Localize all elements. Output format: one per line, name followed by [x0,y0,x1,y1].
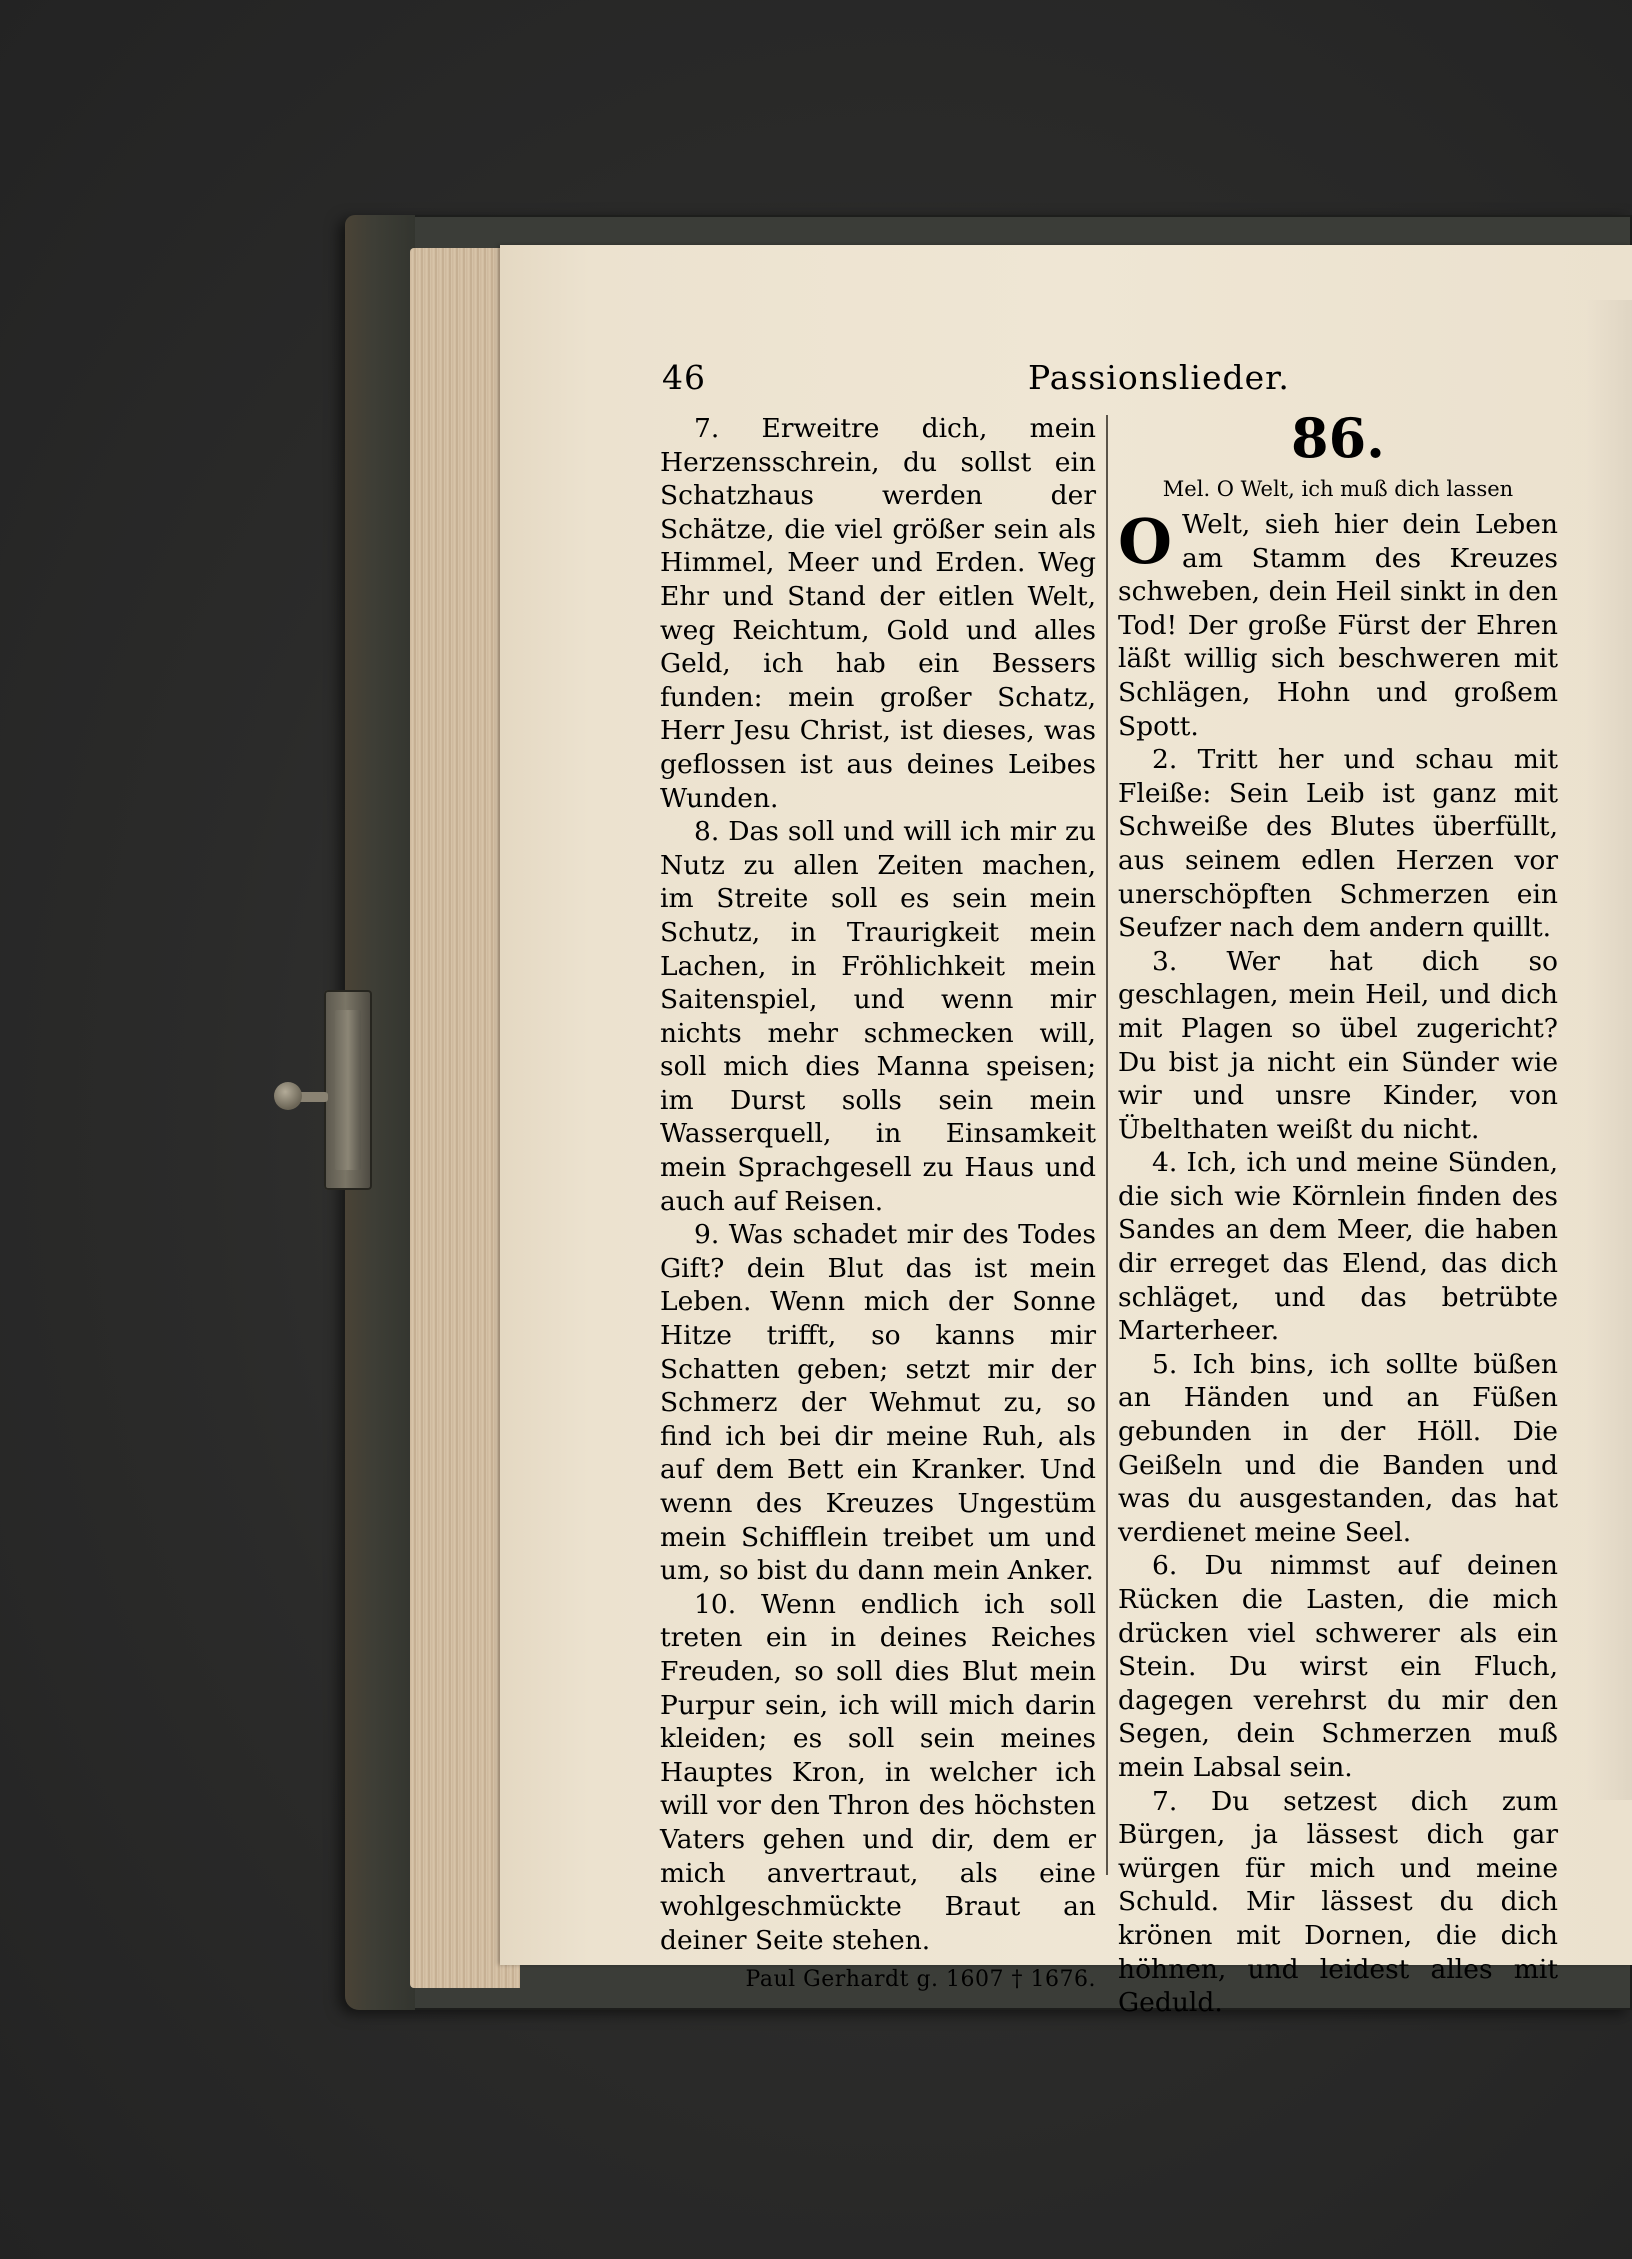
verse [660,1218,1096,1588]
verse [1118,1785,1558,2020]
verse-text: Welt, sieh hier dein Leben am Stamm des Kreuzes schweben, dein Heil sinkt in den Tod! Der große Fürst der Ehren läßt willig sich beschweren mit Schlägen, Hohn und großem Spott. [1118,509,1558,742]
verse [1118,743,1558,945]
verse [1118,1146,1558,1348]
verse-text: 3. Wer hat dich so geschlagen, mein Heil, und dich mit Plagen so übel zugericht? Du bist ja nicht ein Sünder wie wir und unsre Kinder, von Übelthaten weißt du nicht. [1118,945,1558,1145]
page-shadow [1586,300,1632,1800]
verse [1118,1348,1558,1550]
verse [1118,945,1558,1147]
right-column [1118,406,1558,2020]
verse-text: 6. Du nimmst auf deinen Rücken die Lasten, die mich drücken viel schwerer als ein Stein. Du wirst ein Fluch, dagegen verehrst du mir den Segen, dein Schmerzen muß mein Labsal sein. [1118,1550,1558,1783]
verse [1118,505,1558,743]
page-number: 46 [662,358,706,397]
clasp-plate [335,1010,361,1170]
left-column [660,412,1096,1997]
verse-text: 5. Ich bins, ich sollte büßen an Händen und an Füßen gebunden in der Höll. Die Geißeln und die Banden und was du ausgestanden, das hat verdienet meine Seel. [1118,1348,1558,1548]
verse [660,412,1096,815]
column-divider [1106,415,1108,1875]
verse [660,815,1096,1218]
verse-text: 7. Erweitre dich, mein Herzensschrein, du sollst ein Schatzhaus werden der Schätze, die viel größer sein als Himmel, Meer und Erden. Weg Ehr und Stand der eitlen Welt, weg Reichtum, Gold und alles Geld, ich hab ein Bessers funden: mein großer Schatz, Herr Jesu Christ, ist dieses, was geflossen ist aus deines Leibes Wunden. [660,413,1096,814]
verse-text: 4. Ich, ich und meine Sünden, die sich wie Körnlein finden des Sandes an dem Meer, die haben dir erreget das Elend, das dich schläget, und das betrübte Marterheer. [1118,1147,1558,1347]
verse-text: 2. Tritt her und schau mit Fleiße: Sein Leib ist ganz mit Schweiße des Blutes überfüllt, aus seinem edlen Herzen vor unerschöpften Schmerzen ein Seufzer nach dem andern quillt. [1118,744,1558,944]
verse-text: 7. Du setzest dich zum Bürgen, ja lässest dich gar würgen für mich und meine Schuld. Mir lässest du dich krönen mit Dornen, die dich höhnen, und leidest alles mit Geduld. [1118,1785,1558,2019]
author-signature: Paul Gerhardt g. 1607 † 1676. [745,1967,1096,1993]
verse [660,1588,1096,1958]
hymn-number: 86. [1291,406,1385,470]
verse-text: 9. Was schadet mir des Todes Gift? dein Blut das ist mein Leben. Wenn mich der Sonne Hitze trifft, so kanns mir Schatten geben; setzt mir der Schmerz der Wehmut zu, so find ich bei dir meine Ruh, als auf dem Bett ein Kranker. Und wenn des Kreuzes Ungestüm mein Schifflein treibet um und um, so bist du dann mein Anker. [660,1219,1096,1587]
running-head: Passionslieder. [1028,358,1290,397]
melody-line: Mel. O Welt, ich muß dich lassen [1162,477,1514,501]
verse-text: 10. Wenn endlich ich soll treten ein in deines Reiches Freuden, so soll dies Blut mein Purpur sein, ich will mich darin kleiden; es soll sein meines Hauptes Kron, in welcher ich will vor den Thron des höchsten Vaters gehen und dir, dem er mich anvertraut, als eine wohlgeschmückte Braut an deiner Seite stehen. [660,1588,1096,1956]
verse [1118,1549,1558,1784]
clasp-knob [274,1082,302,1110]
verse-text: 8. Das soll und will ich mir zu Nutz zu allen Zeiten machen, im Streite soll es sein mein Schutz, in Traurigkeit mein Lachen, in Fröhlichkeit mein Saitenspiel, und wenn mir nichts mehr schmecken will, soll mich dies Manna speisen; im Durst solls sein mein Wasserquell, in Einsamkeit mein Sprachgesell zu Haus und auch auf Reisen. [660,816,1096,1217]
drop-cap: O [1118,505,1173,578]
